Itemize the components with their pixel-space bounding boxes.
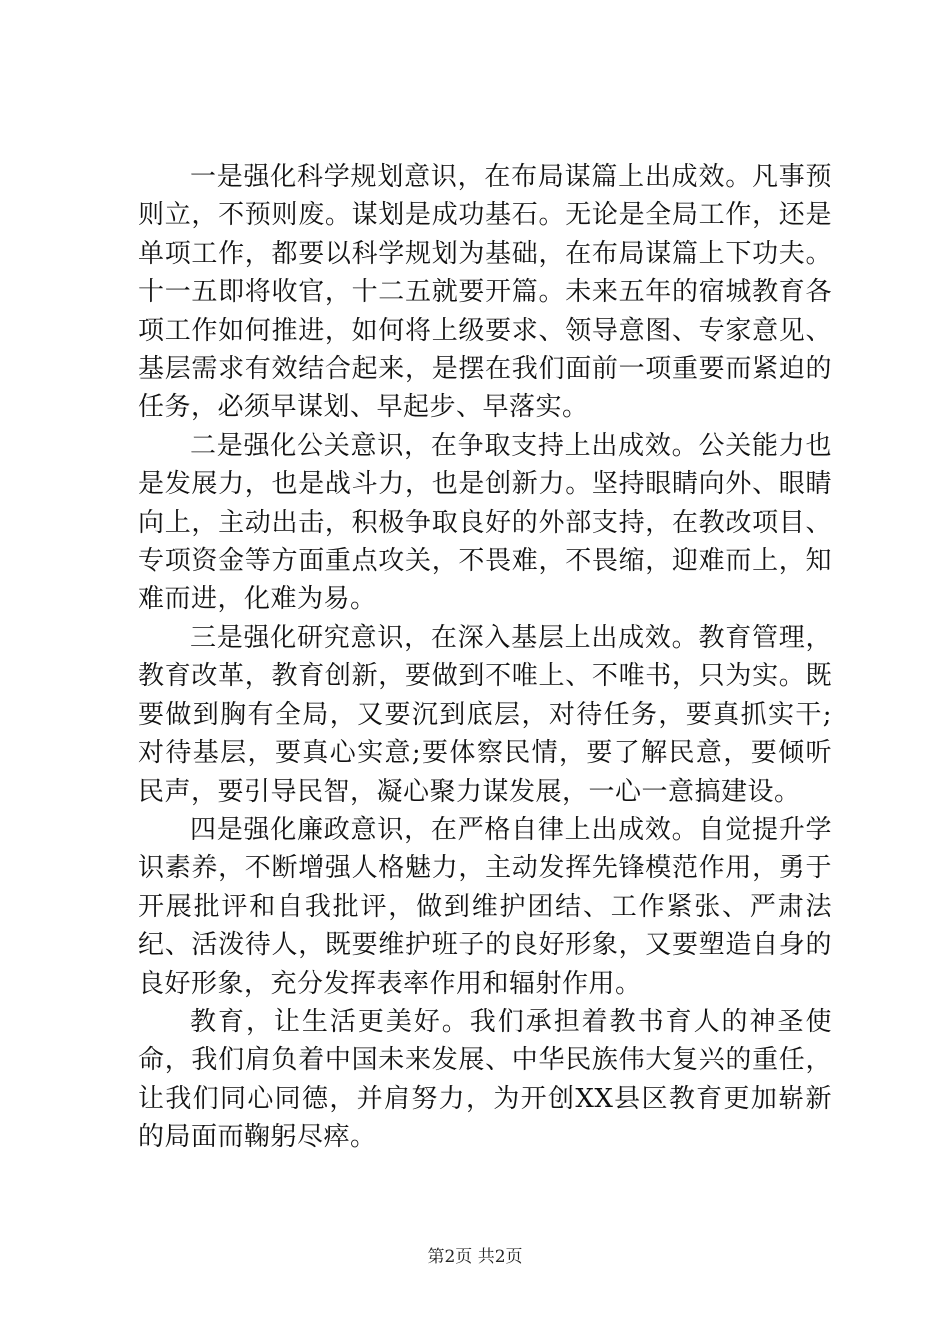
document-body: [138, 158, 832, 1157]
paragraph-conclusion: 教育，让生活更美好。我们承担着教书育人的神圣使命，我们肩负着中国未来发展、中华民族伟大复兴的重任，让我们同心同德，并肩努力，为开创XX县区教育更加崭新的局面而鞠躬尽瘁。: [138, 1006, 832, 1153]
paragraph-research: 三是强化研究意识，在深入基层上出成效。教育管理，教育改革，教育创新，要做到不唯上、不唯书，只为实。既要做到胸有全局，又要沉到底层，对待任务，要真抓实干;对待基层，要真心实意;要体察民情，要了解民意，要倾听民声，要引导民智，凝心聚力谋发展，一心一意搞建设。: [138, 622, 832, 807]
page-number-footer: 第2页 共2页: [427, 1247, 523, 1267]
paragraph-integrity: 四是强化廉政意识，在严格自律上出成效。自觉提升学识素养，不断增强人格魅力，主动发挥先锋模范作用，勇于开展批评和自我批评，做到维护团结、工作紧张、严肃法纪、活泼待人，既要维护班子的良好形象，又要塑造自身的良好形象，充分发挥表率作用和辐射作用。: [138, 814, 832, 999]
paragraph-planning: 一是强化科学规划意识，在布局谋篇上出成效。凡事预则立，不预则废。谋划是成功基石。无论是全局工作，还是单项工作，都要以科学规划为基础，在布局谋篇上下功夫。十一五即将收官，十二五就要开篇。未来五年的宿城教育各项工作如何推进，如何将上级要求、领导意图、专家意见、基层需求有效结合起来，是摆在我们面前一项重要而紧迫的任务，必须早谋划、早起步、早落实。: [138, 162, 832, 423]
paragraph-public-relations: 二是强化公关意识，在争取支持上出成效。公关能力也是发展力，也是战斗力，也是创新力。坚持眼睛向外、眼睛向上，主动出击，积极争取良好的外部支持，在教改项目、专项资金等方面重点攻关，不畏难，不畏缩，迎难而上，知难而进，化难为易。: [138, 430, 832, 615]
